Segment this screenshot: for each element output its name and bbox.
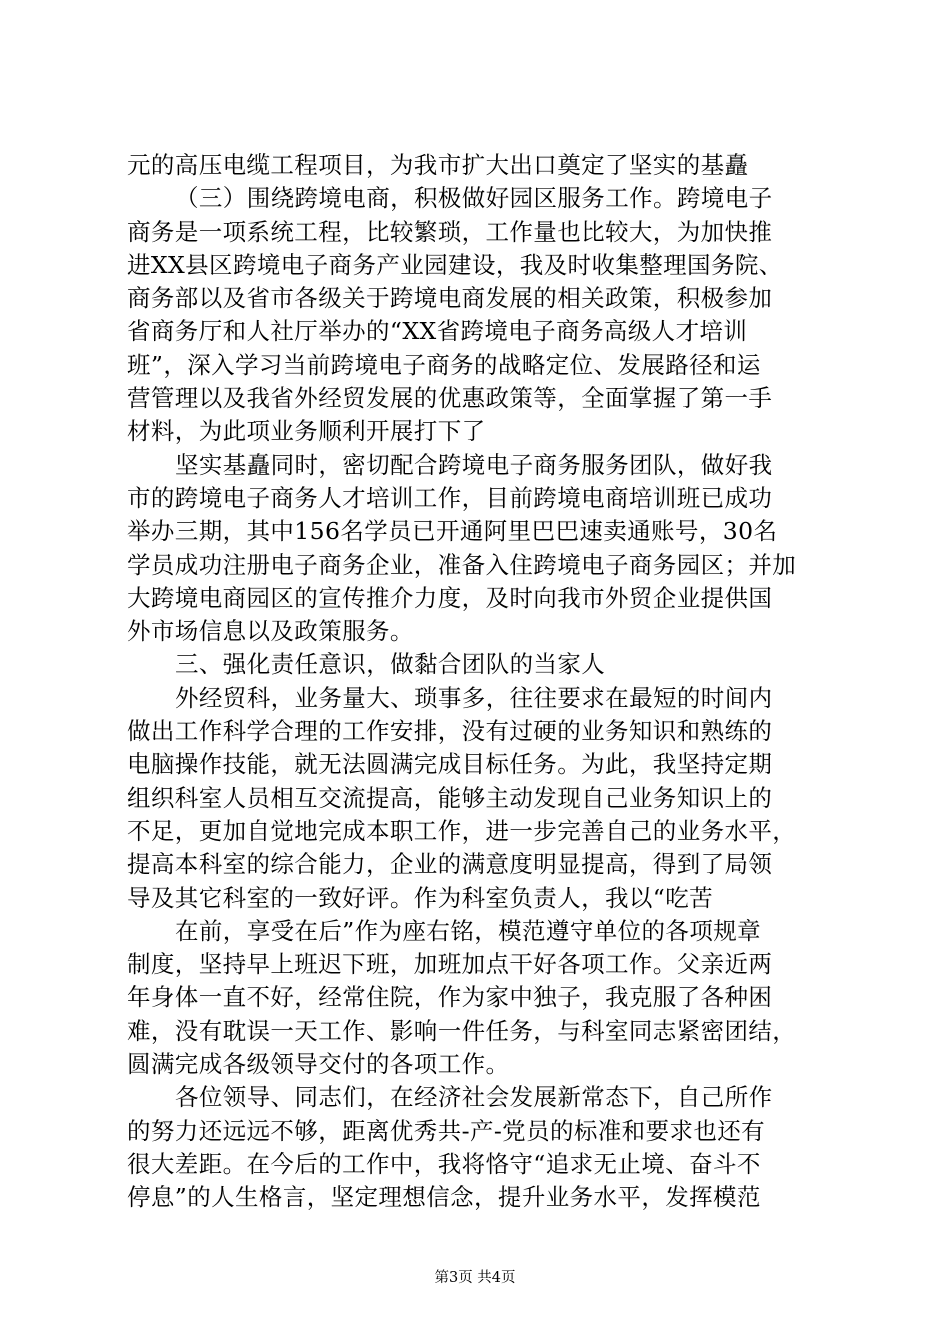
text-line: 外市场信息以及政策服务。 — [127, 617, 414, 646]
text-line: （三）围绕跨境电商，积极做好园区服务工作。跨境电子 — [175, 184, 773, 213]
text-line: 不足，更加自觉地完成本职工作，进一步完善自己的业务水平， — [127, 816, 797, 845]
text-line: 圆满完成各级领导交付的各项工作。 — [127, 1050, 510, 1079]
text-line: 材料，为此项业务顺利开展打下了 — [127, 417, 486, 446]
text-line: 坚实基矗同时，密切配合跨境电子商务服务团队，做好我 — [175, 450, 773, 479]
text-line: 的努力还远远不够，距离优秀共-产-党员的标准和要求也还有 — [127, 1116, 766, 1145]
text-line: 商务是一项系统工程，比较繁琐，工作量也比较大，为加快推 — [127, 217, 773, 246]
text-line: 省商务厅和人社厅举办的“XX省跨境电子商务高级人才培训 — [127, 317, 748, 346]
text-line: 停息”的人生格言，坚定理想信念，提升业务水平，发挥模范 — [127, 1183, 761, 1212]
text-line: 班”，深入学习当前跨境电子商务的战略定位、发展路径和运 — [127, 350, 761, 379]
text-line: 很大差距。在今后的工作中，我将恪守“追求无止境、奋斗不 — [127, 1149, 761, 1178]
text-line: 提高本科室的综合能力，企业的满意度明显提高，得到了局领 — [127, 850, 773, 879]
text-line: 做出工作科学合理的工作安排，没有过硬的业务知识和熟练的 — [127, 717, 773, 746]
text-line: 难，没有耽误一天工作、影响一件任务，与科室同志紧密团结， — [127, 1016, 797, 1045]
text-line: 导及其它科室的一致好评。作为科室负责人，我以“吃苦 — [127, 883, 714, 912]
text-line: 外经贸科，业务量大、琐事多，往往要求在最短的时间内 — [175, 683, 773, 712]
text-line: 年身体一直不好，经常住院，作为家中独子，我克服了各种困 — [127, 983, 773, 1012]
document-body — [127, 149, 837, 1215]
text-line: 举办三期，其中156名学员已开通阿里巴巴速卖通账号，30名 — [127, 517, 778, 546]
text-line: 制度，坚持早上班迟下班，加班加点干好各项工作。父亲近两 — [127, 950, 773, 979]
text-line: 学员成功注册电子商务企业，准备入住跨境电子商务园区；并加 — [127, 550, 797, 579]
text-line: 营管理以及我省外经贸发展的优惠政策等，全面掌握了第一手 — [127, 384, 773, 413]
text-line: 电脑操作技能，就无法圆满完成目标任务。为此，我坚持定期 — [127, 750, 773, 779]
text-line: 各位领导、同志们，在经济社会发展新常态下，自己所作 — [175, 1083, 773, 1112]
text-line: 市的跨境电子商务人才培训工作，目前跨境电商培训班已成功 — [127, 483, 773, 512]
text-line: 商务部以及省市各级关于跨境电商发展的相关政策，积极参加 — [127, 284, 773, 313]
text-line: 组织科室人员相互交流提高，能够主动发现自己业务知识上的 — [127, 783, 773, 812]
text-line: 进XX县区跨境电子商务产业园建设，我及时收集整理国务院、 — [127, 250, 783, 279]
text-line: 大跨境电商园区的宣传推介力度，及时向我市外贸企业提供国 — [127, 583, 773, 612]
text-line: 元的高压电缆工程项目，为我市扩大出口奠定了坚实的基矗 — [127, 151, 749, 179]
page-number-footer: 第3页 共4页 — [434, 1270, 516, 1286]
text-line: 在前，享受在后”作为座右铭，模范遵守单位的各项规章 — [175, 916, 762, 945]
text-line: 三、强化责任意识，做黏合团队的当家人 — [175, 650, 606, 679]
